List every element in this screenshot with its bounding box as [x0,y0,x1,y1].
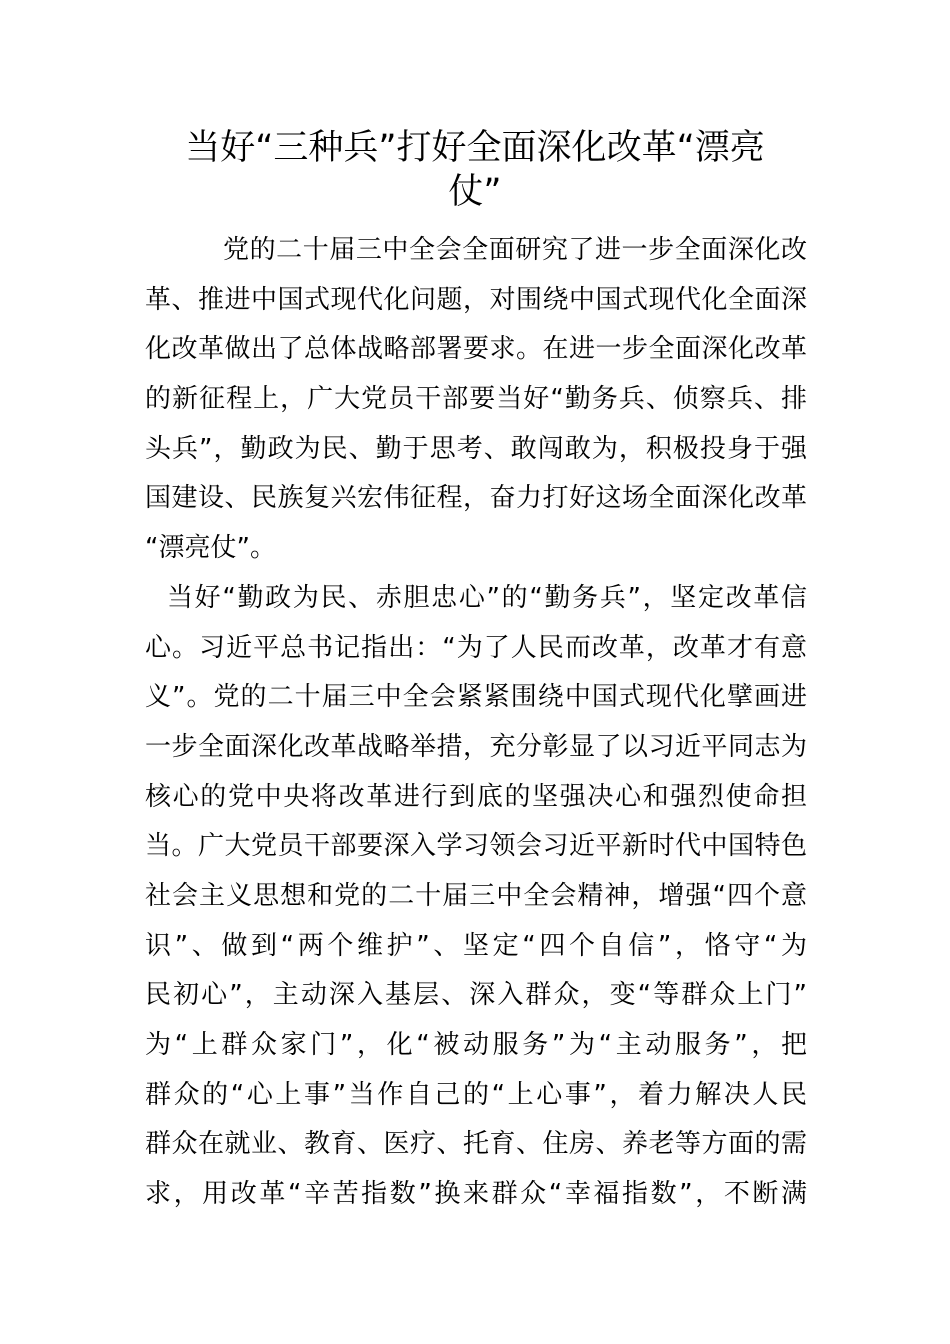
paragraph-line: 革、推进中国式现代化问题，对围绕中国式现代化全面深 [145,284,807,315]
paragraph-line: 识”、做到“两个维护”、坚定“四个自信”，恪守“为 [145,930,807,961]
paragraph-line: 当好“勤政为民、赤胆忠心”的“勤务兵”，坚定改革信 [167,582,807,613]
paragraph-2 [145,574,807,1220]
paragraph-line: 为“上群众家门”，化“被动服务”为“主动服务”，把 [145,1030,807,1060]
paragraph-line: 国建设、民族复兴宏伟征程，奋力打好这场全面深化改革 [145,483,807,514]
paragraph-line: 化改革做出了总体战略部署要求。在进一步全面深化改革 [145,334,807,365]
paragraph-line: 心。习近平总书记指出：“为了人民而改革，改革才有意 [145,632,807,663]
paragraph-line: 求，用改革“辛苦指数”换来群众“幸福指数”，不断满 [145,1179,807,1210]
paragraph-line: 社会主义思想和党的二十届三中全会精神，增强“四个意 [145,880,807,911]
title-line-1: 当好“三种兵”打好全面深化改革“漂亮 [185,128,765,168]
paragraph-line: 群众在就业、教育、医疗、托育、住房、养老等方面的需 [145,1129,807,1160]
paragraph-line: 群众的“心上事”当作自己的“上心事”，着力解决人民 [145,1079,807,1110]
paragraph-line: 核心的党中央将改革进行到底的坚强决心和强烈使命担 [145,781,807,812]
paragraph-line: 当。广大党员干部要深入学习领会习近平新时代中国特色 [145,831,807,862]
body-text [145,226,807,1220]
paragraph-line: 的新征程上，广大党员干部要当好“勤务兵、侦察兵、排 [145,384,807,415]
paragraph-line: “漂亮仗”。 [145,533,276,564]
paragraph-line: 一步全面深化改革战略举措，充分彰显了以习近平同志为 [145,731,807,762]
paragraph-line: 民初心”，主动深入基层、深入群众，变“等群众上门” [145,980,807,1011]
paragraph-line: 党的二十届三中全会全面研究了进一步全面深化改 [223,235,807,265]
paragraph-line: 义”。党的二十届三中全会紧紧围绕中国式现代化擘画进 [145,682,807,713]
page-title [145,126,805,214]
title-line-2: 仗” [448,172,502,212]
paragraph-line: 头兵”，勤政为民、勤于思考、敢闯敢为，积极投身于强 [145,433,807,464]
paragraph-1 [145,226,807,574]
